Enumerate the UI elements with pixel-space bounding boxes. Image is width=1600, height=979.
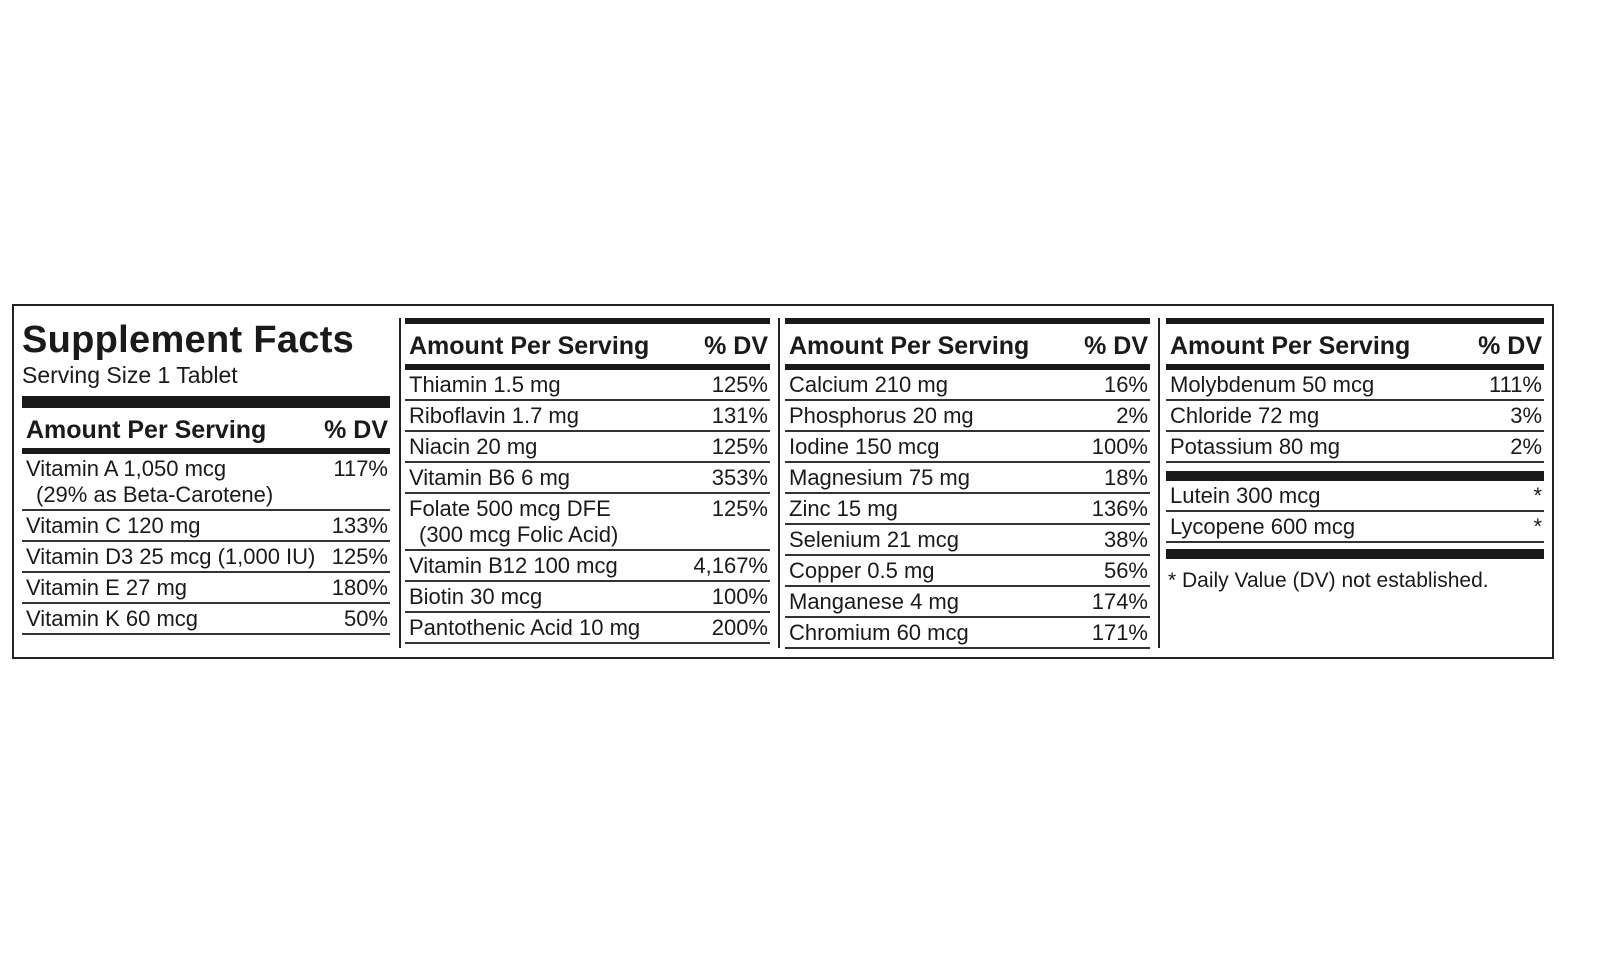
nutrient-row: [22, 511, 390, 542]
column-divider: [778, 318, 780, 648]
divider-thick: [1166, 549, 1544, 559]
supplement-facts-label: [12, 304, 1554, 659]
label-title: Supplement Facts: [22, 319, 355, 361]
column-divider: [1158, 318, 1160, 648]
nutrient-list: [405, 370, 770, 644]
nutrient-name-cell: [26, 456, 273, 508]
nutrient-name-cell: [26, 575, 187, 601]
nutrient-name: Magnesium 75 mg: [789, 465, 970, 490]
nutrient-name-cell: [409, 465, 570, 491]
nutrient-name-cell: [26, 606, 198, 632]
nutrient-name: Vitamin B12 100 mcg: [409, 553, 618, 578]
nutrient-name-cell: [789, 620, 969, 646]
nutrient-name: Vitamin K 60 mcg: [26, 606, 199, 631]
daily-value: 117%: [333, 456, 388, 481]
nutrient-name-cell: [789, 372, 948, 398]
nutrient-name-cell: [409, 372, 561, 398]
column-header: [785, 324, 1150, 364]
daily-value: 136%: [1091, 496, 1148, 521]
divider-thick: [1166, 471, 1544, 481]
nutrient-row: [785, 401, 1150, 432]
daily-value: 2%: [1116, 403, 1148, 428]
nutrient-name: Vitamin E 27 mg: [26, 575, 188, 600]
daily-value: 180%: [331, 575, 388, 600]
nutrient-row: [405, 463, 770, 494]
facts-column-2: [405, 318, 770, 647]
nutrient-name: Potassium 80 mg: [1170, 434, 1340, 459]
daily-value: 111%: [1488, 372, 1542, 397]
nutrient-name: Zinc 15 mg: [789, 496, 898, 521]
nutrient-name-cell: [26, 544, 315, 570]
dv-header: % DV: [1478, 332, 1542, 360]
nutrient-row: [405, 551, 770, 582]
nutrient-name-cell: [409, 434, 537, 460]
daily-value: 133%: [331, 513, 388, 538]
nutrient-row: [22, 573, 390, 604]
nutrient-row: [785, 463, 1150, 494]
amount-header: Amount Per Serving: [1170, 332, 1411, 360]
nutrient-name: Iodine 150 mcg: [789, 434, 940, 459]
nutrient-name: Thiamin 1.5 mg: [409, 372, 561, 397]
daily-value: 50%: [343, 606, 388, 631]
nutrient-name-cell: [789, 527, 959, 553]
footnote: * Daily Value (DV) not established.: [1168, 569, 1489, 592]
daily-value: 3%: [1510, 403, 1542, 428]
daily-value: 56%: [1103, 558, 1148, 583]
nutrient-row: [785, 556, 1150, 587]
nutrient-row: [22, 454, 390, 511]
nutrient-row: [785, 525, 1150, 556]
daily-value: 353%: [711, 465, 768, 490]
nutrient-name-cell: [409, 496, 618, 548]
nutrient-row: [785, 587, 1150, 618]
facts-column-4: [1166, 318, 1544, 647]
nutrient-row: [1166, 481, 1544, 512]
nutrient-list: [785, 370, 1150, 649]
nutrient-name-cell: [1170, 403, 1319, 429]
daily-value: 200%: [711, 615, 768, 640]
nutrient-name-cell: [789, 434, 939, 460]
nutrient-name: Phosphorus 20 mg: [789, 403, 974, 428]
nutrient-name-cell: [789, 496, 898, 522]
nutrient-name-cell: [1170, 483, 1320, 509]
column-divider: [399, 318, 401, 648]
daily-value: 174%: [1091, 589, 1148, 614]
facts-column-1: [22, 318, 390, 647]
nutrient-name: Pantothenic Acid 10 mg: [409, 615, 641, 640]
nutrient-row: [1166, 432, 1544, 463]
nutrient-row: [405, 582, 770, 613]
daily-value: 100%: [1091, 434, 1148, 459]
amount-header: Amount Per Serving: [789, 332, 1030, 360]
nutrient-name: Chloride 72 mg: [1170, 403, 1320, 428]
facts-column-3: [785, 318, 1150, 647]
nutrient-name: Vitamin B6 6 mg: [409, 465, 571, 490]
daily-value: 2%: [1510, 434, 1542, 459]
nutrient-row: [22, 604, 390, 635]
amount-header: Amount Per Serving: [409, 332, 650, 360]
dv-header: % DV: [324, 416, 388, 444]
column-header: [22, 408, 390, 448]
nutrient-subtext: (29% as Beta-Carotene): [36, 482, 274, 507]
daily-value: *: [1533, 514, 1542, 539]
nutrient-subtext: (300 mcg Folic Acid): [419, 522, 619, 547]
nutrient-name-cell: [789, 403, 974, 429]
nutrient-list: [22, 454, 390, 635]
nutrient-name: Molybdenum 50 mcg: [1170, 372, 1375, 397]
column-header: [405, 324, 770, 364]
dv-header: % DV: [704, 332, 768, 360]
nutrient-name-cell: [1170, 372, 1374, 398]
dv-header: % DV: [1084, 332, 1148, 360]
daily-value: 18%: [1103, 465, 1148, 490]
nutrient-name: Folate 500 mcg DFE: [409, 496, 611, 521]
nutrient-name: Chromium 60 mcg: [789, 620, 969, 645]
amount-header: Amount Per Serving: [26, 416, 267, 444]
nutrient-row: [405, 494, 770, 551]
nutrient-row: [785, 618, 1150, 649]
nutrient-name: Riboflavin 1.7 mg: [409, 403, 579, 428]
daily-value: 131%: [711, 403, 768, 428]
nutrient-row: [22, 542, 390, 573]
nutrient-name: Vitamin A 1,050 mcg: [26, 456, 227, 481]
nutrient-name-cell: [409, 403, 579, 429]
nutrient-row: [1166, 512, 1544, 543]
daily-value: 125%: [711, 372, 768, 397]
nutrient-name-cell: [409, 615, 640, 641]
nutrient-name: Niacin 20 mg: [409, 434, 538, 459]
nutrient-row: [1166, 370, 1544, 401]
nutrient-name: Biotin 30 mcg: [409, 584, 543, 609]
nutrient-name-cell: [409, 584, 542, 610]
nutrient-row: [1166, 401, 1544, 432]
nutrient-name-cell: [409, 553, 618, 579]
nutrient-row: [785, 432, 1150, 463]
serving-size: Serving Size 1 Tablet: [22, 362, 238, 388]
nutrient-row: [405, 613, 770, 644]
daily-value: 4,167%: [693, 553, 768, 578]
nutrient-list: [1166, 370, 1544, 463]
nutrient-name-cell: [789, 558, 935, 584]
nutrient-name-cell: [1170, 434, 1340, 460]
nutrient-name-cell: [26, 513, 200, 539]
nutrient-row: [405, 401, 770, 432]
nutrient-name: Manganese 4 mg: [789, 589, 959, 614]
column-header: [1166, 324, 1544, 364]
daily-value: 125%: [711, 496, 768, 521]
daily-value: 125%: [711, 434, 768, 459]
nutrient-name: Selenium 21 mcg: [789, 527, 959, 552]
daily-value: 100%: [711, 584, 768, 609]
daily-value: 38%: [1103, 527, 1148, 552]
daily-value: 171%: [1091, 620, 1148, 645]
nutrient-name: Lycopene 600 mcg: [1170, 514, 1356, 539]
nutrient-name: Vitamin D3 25 mcg (1,000 IU): [26, 544, 316, 569]
nutrient-name: Calcium 210 mg: [789, 372, 948, 397]
other-ingredient-list: [1166, 481, 1544, 543]
nutrient-name: Lutein 300 mcg: [1170, 483, 1321, 508]
nutrient-name-cell: [1170, 514, 1355, 540]
daily-value: 125%: [331, 544, 388, 569]
nutrient-row: [405, 370, 770, 401]
nutrient-row: [405, 432, 770, 463]
nutrient-row: [785, 494, 1150, 525]
divider-thick: [22, 396, 390, 408]
nutrient-name-cell: [789, 589, 959, 615]
nutrient-name: Copper 0.5 mg: [789, 558, 935, 583]
nutrient-name: Vitamin C 120 mg: [26, 513, 201, 538]
nutrient-name-cell: [789, 465, 970, 491]
daily-value: *: [1533, 483, 1542, 508]
daily-value: 16%: [1103, 372, 1148, 397]
nutrient-row: [785, 370, 1150, 401]
